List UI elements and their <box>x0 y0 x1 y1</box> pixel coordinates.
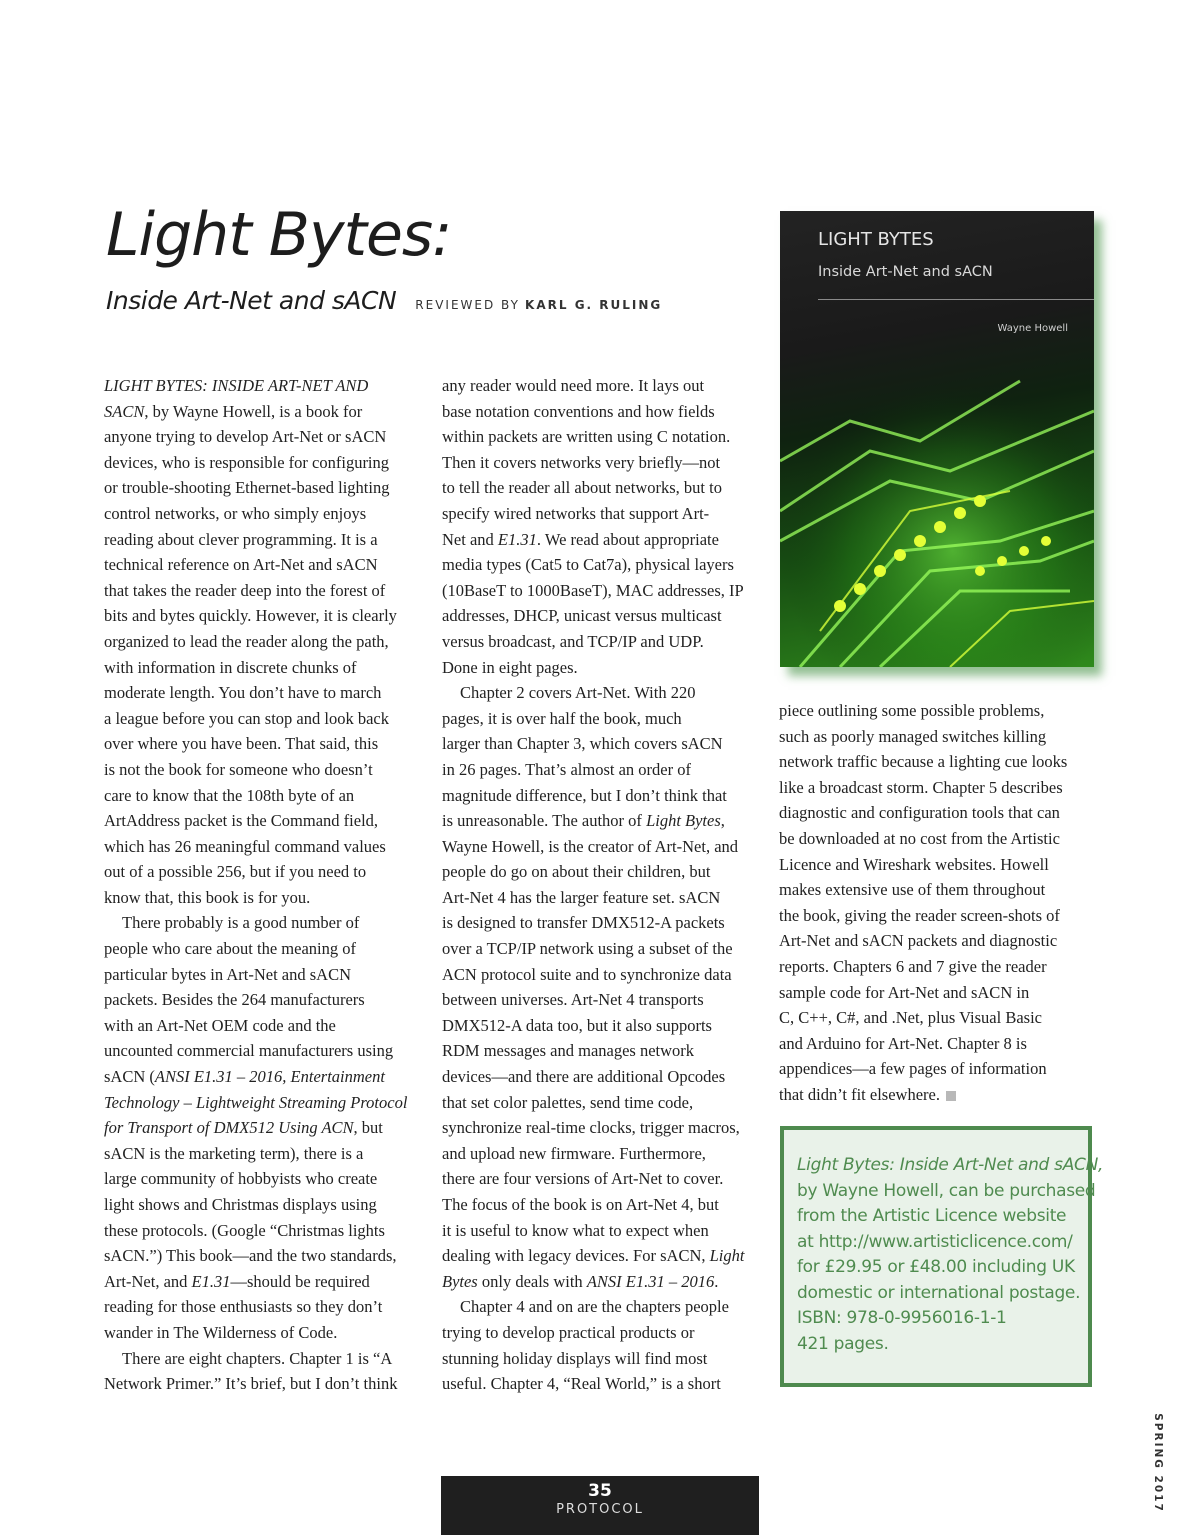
paragraph: piece outlining some possible problems, such as poorly managed switches killing network traffic because a lighting cue looks like a broadcast storm. Chapter 5 describes diagnostic and configuration tools that can be downloaded at no cost from the Artistic Licence and Wireshark websites. Howell makes extensive use of them throughout the book, giving the reader screen-shots of Art-Net and sACN packets and diagnostic reports. Chapters 6 and 7 give the reader sample code for Art-Net and sACN in C, C++, C#, and .Net, plus Visual Basic and Arduino for Art-Net. Chapter 8 is appendices—a few pages of information that didn’t fit elsewhere. <box>779 701 1068 1104</box>
cover-author: Wayne Howell <box>997 323 1068 334</box>
body-column-2 <box>442 373 760 1397</box>
paragraph: Chapter 2 covers Art-Net. With 220 pages, it is over half the book, much larger than Chapter 3, which covers sACN in 26 pages. That’s almost an order of magnitude difference, but I don’t think that is unreasonable. The author of Light Bytes, Wayne Howell, is the creator of Art-Net, and people do go on about their children, but Art-Net 4 has the larger feature set. sACN is designed to transfer DMX512-A packets over a TCP/IP network using a subset of the ACN protocol suite and to synchronize data between universes. Art-Net 4 transports DMX512-A data too, but it also supports RDM messages and manages network devices—and there are additional Opcodes that set color palettes, send time code, synchronize real-time clocks, trigger macros, and upload new firmware. Furthermore, there are four versions of Art-Net to cover. The focus of the book is on Art-Net 4, but it is useful to know what to expect when dealing with legacy devices. For sACN, Light Bytes only deals with ANSI E1.31 – 2016. <box>442 683 745 1291</box>
page-footer <box>441 1476 759 1535</box>
article-subtitle-row <box>106 286 662 315</box>
cover-subtitle: Inside Art-Net and sACN <box>818 264 993 280</box>
reviewed-by-label: REVIEWED BY <box>415 298 520 312</box>
body-column-3 <box>779 698 1097 1108</box>
paragraph: Chapter 4 and on are the chapters people trying to develop practical products or stunning holiday displays will find most useful. Chapter 4, “Real World,” is a short <box>442 1297 729 1394</box>
issue-date: SPRING 2017 <box>1152 1413 1164 1513</box>
standard-title-italic: ANSI E1.31 – 2016 <box>586 1271 715 1291</box>
book-title-italic: Bytes <box>442 1271 478 1291</box>
book-title-italic: Light Bytes <box>646 811 721 831</box>
body-column-1 <box>104 373 422 1397</box>
paragraph: LIGHT BYTES: INSIDE ART-NET AND SACN, by Wayne Howell, is a book for anyone trying to develop Art-Net or sACN devices, who is responsible for configuring or trouble-shooting Ethernet-based lighting control networks, or who simply enjoys reading about clever programming. It is a technical reference on Art-Net and sACN that takes the reader deep into the forest of bits and bytes quickly. However, it is clearly organized to lead the reader along the path, with information in discrete chunks of moderate length. You don’t have to march a league before you can stop and look back over where you have been. That said, this is not the book for someone who doesn’t care to know that the 108th byte of an ArtAddress packet is the Command field, which has 26 meaningful command values out of a possible 256, but if you need to know that, this book is for you. <box>104 376 397 907</box>
book-title-italic: LIGHT BYTES: INSIDE ART-NET AND <box>104 376 369 395</box>
paragraph: There are eight chapters. Chapter 1 is “A Network Primer.” It’s brief, but I don’t think <box>104 1348 398 1394</box>
end-of-article-marker <box>946 1091 956 1101</box>
paragraph: There probably is a good number of people who care about the meaning of particular bytes in Art-Net and sACN packets. Besides the 264 manufacturers with an Art-Net OEM code and the uncounted commercial manufacturers using sACN (ANSI E1.31 – 2016, Entertainment Technology – Lightweight Streaming Protocol for Transport of DMX512 Using ACN, but sACN is the marketing term), there is a large community of hobbyists who create light shows and Christmas displays using these protocols. (Google “Christmas lights sACN.”) This book—and the two standards, Art-Net, and E1.31—should be required reading for those enthusiasts so they don’t wander in The Wilderness of Code. <box>104 913 408 1342</box>
section-name: PROTOCOL <box>556 1502 644 1517</box>
article-subtitle: Inside Art-Net and sACN <box>106 286 397 315</box>
book-title-italic: Light <box>709 1246 745 1266</box>
cover-divider <box>818 299 1094 300</box>
cover-title: LIGHT BYTES <box>818 229 934 250</box>
page-number: 35 <box>588 1481 612 1501</box>
book-title-italic: SACN <box>104 401 145 421</box>
standard-name-italic: E1.31 <box>497 529 537 549</box>
article-title: Light Bytes: <box>106 200 452 270</box>
reviewer-name: KARL G. RULING <box>525 298 663 312</box>
standard-name-italic: E1.31 <box>191 1271 231 1291</box>
paragraph: any reader would need more. It lays out base notation conventions and how fields within packets are written using C notation. Then it covers networks very briefly—not to tell the reader all about networks, but to specify wired networks that support Art- Net and E1.31. We read about appropriate media types (Cat5 to Cat7a), physical layers (10BaseT to 1000BaseT), MAC addresses, IP addresses, DHCP, unicast versus multicast versus broadcast, and TCP/IP and UDP. Done in eight pages. <box>442 376 744 677</box>
purchase-info-box <box>780 1126 1104 1387</box>
purchase-info-text: Light Bytes: Inside Art-Net and sACN, by Wayne Howell, can be purchased from the Artistic Licence website at http://www.artisticlicence.com/ for £29.95 or £48.00 including UK domestic or international postage. ISBN: 978-0-9956016-1-1 421 pages. <box>797 1155 1104 1354</box>
standard-title-italic: ANSI E1.31 – 2016, Entertainment <box>154 1067 385 1087</box>
book-title-italic: Light Bytes: Inside Art-Net and sACN, <box>797 1155 1104 1175</box>
issue-label <box>1136 1413 1180 1513</box>
standard-title-italic: for Transport of DMX512 Using ACN <box>104 1118 354 1138</box>
standard-title-italic: Technology – Lightweight Streaming Protocol <box>104 1092 408 1112</box>
book-cover-image <box>780 211 1094 667</box>
